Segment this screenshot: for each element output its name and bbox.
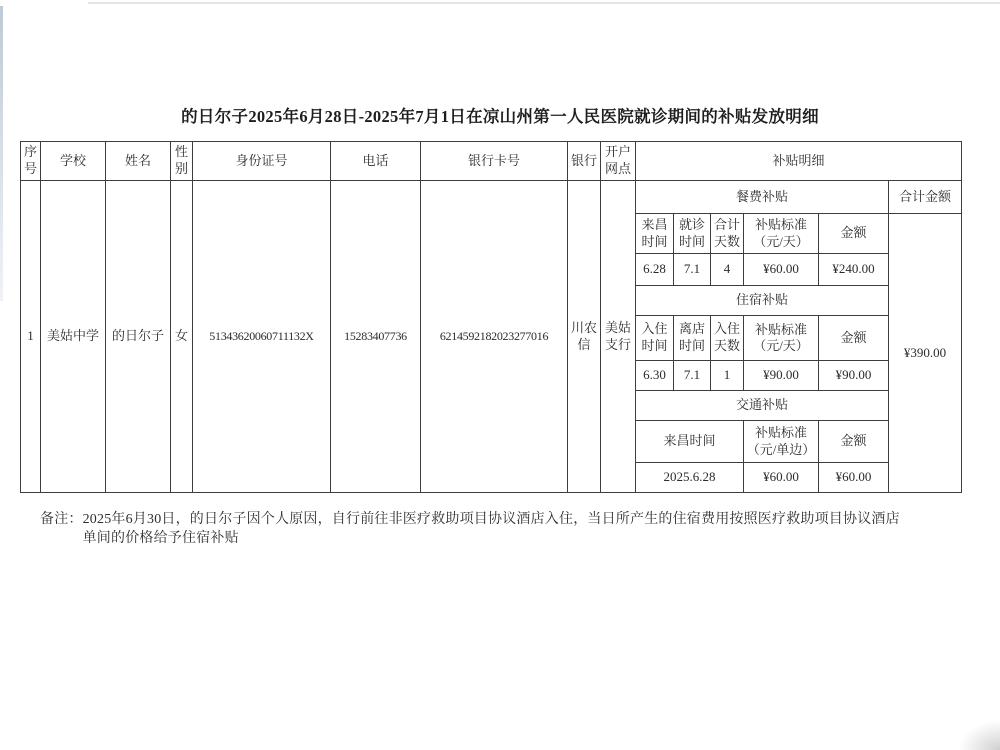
meal-value-amount: ¥240.00 bbox=[819, 254, 889, 286]
scan-artifact-left-edge bbox=[0, 6, 3, 301]
meal-value-arrival: 6.28 bbox=[636, 254, 674, 286]
lodging-header-checkin: 入住时间 bbox=[636, 316, 674, 361]
meal-value-visit: 7.1 bbox=[674, 254, 711, 286]
meal-header-standard-line1: 补贴标准 bbox=[754, 217, 807, 233]
meal-header-standard bbox=[744, 214, 819, 254]
record-school: 美姑中学 bbox=[41, 181, 106, 493]
lodging-header-standard bbox=[744, 316, 819, 361]
scan-artifact-corner-shadow bbox=[958, 720, 1000, 750]
lodging-value-standard: ¥90.00 bbox=[744, 361, 819, 391]
record-phone: 15283407736 bbox=[331, 181, 421, 493]
col-header-card: 银行卡号 bbox=[421, 142, 568, 181]
transport-value-amount: ¥60.00 bbox=[819, 463, 889, 493]
lodging-header-days: 入住天数 bbox=[711, 316, 744, 361]
meal-header-days: 合计天数 bbox=[711, 214, 744, 254]
lodging-header-standard-line2: （元/天） bbox=[753, 338, 809, 353]
col-header-subsidy-detail: 补贴明细 bbox=[636, 142, 962, 181]
transport-header-amount: 金额 bbox=[819, 421, 889, 463]
remark-text-line2: 单间的价格给予住宿补贴 bbox=[82, 531, 239, 546]
record-id-number: 51343620060711132X bbox=[193, 181, 331, 493]
remark-note bbox=[40, 510, 939, 548]
lodging-header-standard-line1: 补贴标准 bbox=[754, 321, 807, 337]
transport-header-standard bbox=[744, 421, 819, 463]
scan-artifact-top-edge bbox=[88, 2, 1000, 4]
lodging-value-checkout: 7.1 bbox=[674, 361, 711, 391]
col-header-id: 身份证号 bbox=[193, 142, 331, 181]
lodging-value-checkin: 6.30 bbox=[636, 361, 674, 391]
meal-value-standard: ¥60.00 bbox=[744, 254, 819, 286]
record-bank-card: 6214592182023277016 bbox=[421, 181, 568, 493]
subsidy-table bbox=[20, 141, 962, 493]
remark-text bbox=[83, 510, 939, 548]
transport-value-standard: ¥60.00 bbox=[744, 463, 819, 493]
document-title: 的日尔子2025年6月28日-2025年7月1日在凉山州第一人民医院就诊期间的补贴发放明细 bbox=[181, 107, 819, 126]
meal-section-title: 餐费补贴 bbox=[636, 181, 889, 214]
remark-label: 备注： bbox=[40, 512, 83, 527]
meal-header-visit: 就诊时间 bbox=[674, 214, 711, 254]
col-header-name: 姓名 bbox=[106, 142, 171, 181]
col-header-bank: 银行 bbox=[568, 142, 601, 181]
col-header-branch: 开户网点 bbox=[601, 142, 636, 181]
meal-header-arrival: 来昌时间 bbox=[636, 214, 674, 254]
lodging-header-checkout: 离店时间 bbox=[674, 316, 711, 361]
record-index: 1 bbox=[21, 181, 41, 493]
record-branch: 美姑支行 bbox=[601, 181, 636, 493]
lodging-value-days: 1 bbox=[711, 361, 744, 391]
record-gender: 女 bbox=[171, 181, 193, 493]
total-amount-header: 合计金额 bbox=[889, 181, 962, 214]
total-amount-value: ¥390.00 bbox=[889, 214, 962, 493]
col-header-index: 序号 bbox=[21, 142, 41, 181]
record-bank: 川农信 bbox=[568, 181, 601, 493]
meal-value-days: 4 bbox=[711, 254, 744, 286]
remark-text-line1: 2025年6月30日，的日尔子因个人原因，自行前往非医疗救助项目协议酒店入住，当日所产生的住宿费用按照医疗救助项目协议酒店 bbox=[82, 512, 900, 527]
meal-header-standard-line2: （元/天） bbox=[753, 233, 809, 249]
col-header-phone: 电话 bbox=[331, 142, 421, 181]
transport-header-arrival: 来昌时间 bbox=[636, 421, 744, 463]
col-header-gender: 性别 bbox=[171, 142, 193, 181]
transport-section-title: 交通补贴 bbox=[636, 391, 889, 421]
transport-value-arrival: 2025.6.28 bbox=[636, 463, 744, 493]
lodging-value-amount: ¥90.00 bbox=[819, 361, 889, 391]
record-name: 的日尔子 bbox=[106, 181, 171, 493]
lodging-header-amount: 金额 bbox=[819, 316, 889, 361]
lodging-section-title: 住宿补贴 bbox=[636, 286, 889, 316]
transport-header-standard-line2: （元/单边） bbox=[746, 441, 816, 457]
transport-header-standard-line1: 补贴标准 bbox=[754, 425, 807, 441]
meal-header-amount: 金额 bbox=[819, 214, 889, 254]
col-header-school: 学校 bbox=[41, 142, 106, 181]
